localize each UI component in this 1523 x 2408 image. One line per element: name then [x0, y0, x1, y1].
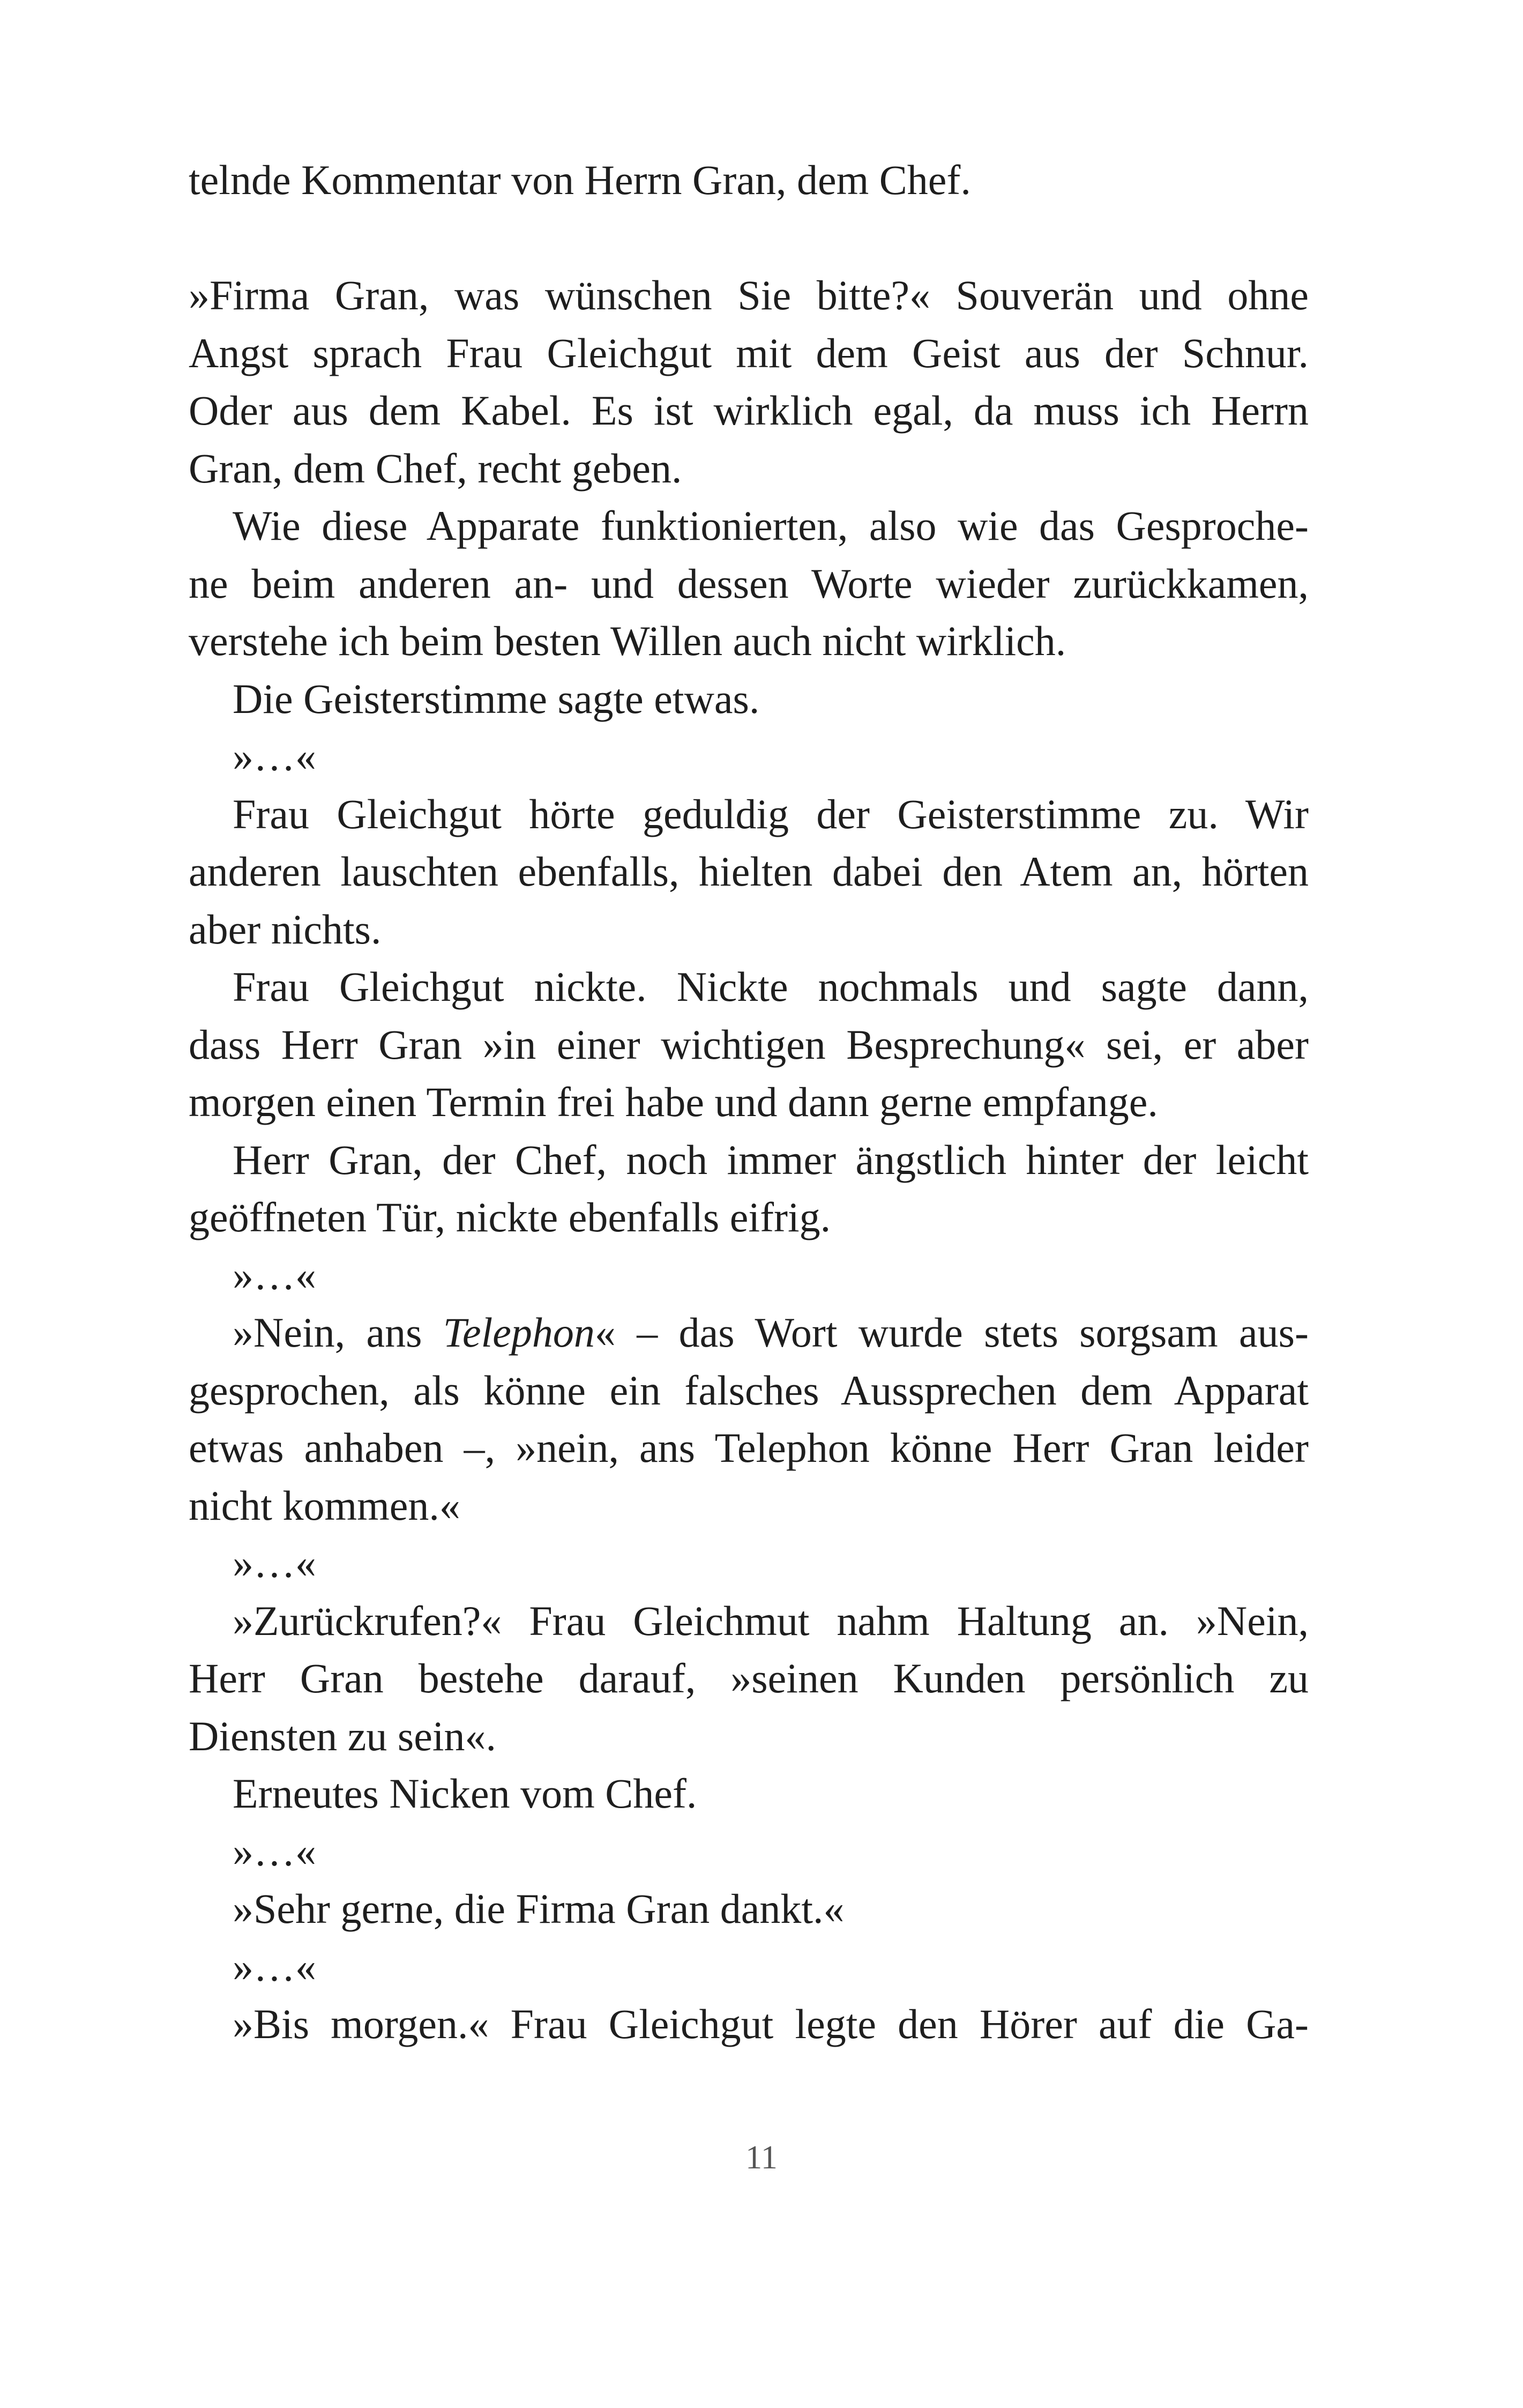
text-line — [189, 1304, 1309, 1362]
text-line: »…« — [233, 733, 316, 779]
text-line: morgen einen Termin frei habe und dann gerne empfange. — [189, 1079, 1158, 1125]
text-line: anderen lauschten ebenfalls, hielten dabei den Atem an, hörten — [189, 848, 1309, 895]
text-line: Die Geisterstimme sagte etwas. — [233, 675, 760, 722]
text-line: »…« — [233, 1251, 316, 1298]
text-line: aber nichts. — [189, 905, 382, 953]
text-line: etwas anhaben –, »nein, ans Telephon könne Herr Gran leider — [189, 1424, 1309, 1471]
text-line: »Firma Gran, was wünschen Sie bitte?« Souverän und ohne — [189, 272, 1309, 318]
text-line: Gran, dem Chef, recht geben. — [189, 444, 682, 492]
text-line: »Sehr gerne, die Firma Gran dankt.« — [233, 1885, 845, 1932]
text-line: Herr Gran bestehe darauf, »seinen Kunden persönlich zu — [189, 1655, 1309, 1701]
text-line: »…« — [233, 1540, 316, 1586]
text-segment: « – das Wort wurde stets sorgsam aus- — [594, 1309, 1309, 1356]
text-line: Erneutes Nicken vom Chef. — [233, 1770, 697, 1817]
text-line: Wie diese Apparate funktionierten, also wie das Gesproche- — [233, 502, 1309, 549]
text-line: »…« — [233, 1827, 316, 1875]
text-line: Diensten zu sein«. — [189, 1712, 497, 1759]
text-line: Herr Gran, der Chef, noch immer ängstlich hinter der leicht — [233, 1136, 1309, 1183]
text-line: ne beim anderen an- und dessen Worte wieder zurückkamen, — [189, 560, 1309, 607]
text-line: nicht kommen.« — [189, 1482, 460, 1529]
text-line: »Bis morgen.« Frau Gleichgut legte den Hörer auf die Ga- — [233, 2001, 1309, 2047]
text-line: verstehe ich beim besten Willen auch nicht wirklich. — [189, 618, 1066, 664]
text-line: Frau Gleichgut nickte. Nickte nochmals und sagte dann, — [233, 963, 1309, 1010]
text-line: Angst sprach Frau Gleichgut mit dem Geist aus der Schnur. — [189, 329, 1309, 376]
page-number: 11 — [745, 2139, 778, 2176]
text-line: Frau Gleichgut hörte geduldig der Geisterstimme zu. Wir — [233, 790, 1309, 837]
text-line: »…« — [233, 1943, 316, 1990]
paragraph-gap — [189, 209, 1309, 267]
text-segment: »Nein, ans — [233, 1309, 443, 1356]
text-line: »Zurückrufen?« Frau Gleichmut nahm Haltung an. »Nein, — [233, 1597, 1309, 1644]
body-text — [189, 151, 1309, 2053]
italic-word: Telephon — [443, 1309, 595, 1356]
text-line: Oder aus dem Kabel. Es ist wirklich egal, da muss ich Herrn — [189, 387, 1309, 434]
text-line: dass Herr Gran »in einer wichtigen Besprechung« sei, er aber — [189, 1021, 1309, 1068]
text-line: gesprochen, als könne ein falsches Aussprechen dem Apparat — [189, 1366, 1309, 1414]
text-line: telnde Kommentar von Herrn Gran, dem Chef. — [189, 157, 971, 203]
text-line: geöffneten Tür, nickte ebenfalls eifrig. — [189, 1194, 831, 1240]
